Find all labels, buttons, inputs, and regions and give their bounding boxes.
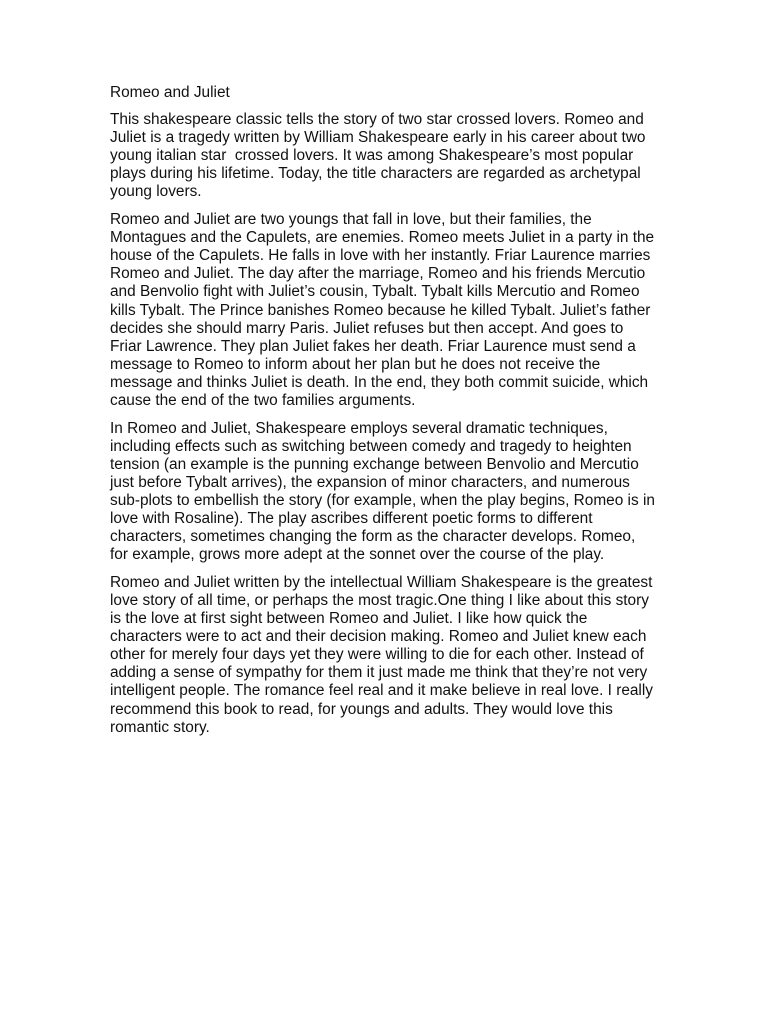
paragraph-3 [110, 420, 670, 565]
text-line: intelligent people. The romance feel real and it make believe in real love. I really [110, 682, 653, 700]
text-line: including effects such as switching between comedy and tragedy to heighten [110, 437, 632, 455]
paragraph-2 [110, 211, 670, 410]
text-line: plays during his lifetime. Today, the title characters are regarded as archetypal [110, 165, 641, 183]
text-line: decides she should marry Paris. Juliet refuses but then accept. And goes to [110, 319, 624, 337]
text-line: Romeo and Juliet written by the intellectual William Shakespeare is the greatest [110, 573, 653, 591]
text-line: Montagues and the Capulets, are enemies. Romeo meets Juliet in a party in the [110, 229, 655, 247]
text-line: characters, sometimes changing the form as the character develops. Romeo, [110, 528, 636, 546]
document-body [110, 84, 670, 746]
text-line: other for merely four days yet they were willing to die for each other. Instead of [110, 646, 644, 664]
text-line: young italian star crossed lovers. It was among Shakespeare’s most popular [110, 147, 634, 165]
text-line: Romeo and Juliet are two youngs that fall in love, but their families, the [110, 211, 592, 229]
text-line: Juliet is a tragedy written by William Shakespeare early in his career about two [110, 129, 646, 147]
text-line: Romeo and Juliet. The day after the marriage, Romeo and his friends Mercutio [110, 265, 646, 283]
text-line: Friar Lawrence. They plan Juliet fakes her death. Friar Laurence must send a [110, 337, 636, 355]
paragraphs-container [110, 111, 670, 737]
text-line: love story of all time, or perhaps the most tragic.One thing I like about this story [110, 591, 649, 609]
document-title: Romeo and Juliet [110, 84, 230, 101]
text-line: just before Tybalt arrives), the expansion of minor characters, and numerous [110, 473, 630, 491]
text-line: for example, grows more adept at the sonnet over the course of the play. [110, 546, 605, 564]
paragraph-4 [110, 574, 670, 737]
text-line: romantic story. [110, 718, 210, 736]
text-line: This shakespeare classic tells the story of two star crossed lovers. Romeo and [110, 111, 644, 129]
text-line: cause the end of the two families arguments. [110, 392, 416, 409]
text-line: house of the Capulets. He falls in love with her instantly. Friar Laurence marries [110, 247, 651, 265]
text-line: characters were to act and their decision making. Romeo and Juliet knew each [110, 628, 647, 646]
text-line: adding a sense of sympathy for them it just made me think that they’re not very [110, 664, 648, 682]
text-line: is the love at first sight between Romeo and Juliet. I like how quick the [110, 610, 588, 628]
text-line: and Benvolio fight with Juliet’s cousin, Tybalt. Tybalt kills Mercutio and Romeo [110, 283, 640, 301]
text-line: message to Romeo to inform about her plan but he does not receive the [110, 355, 601, 373]
text-line: young lovers. [110, 183, 202, 201]
text-line: sub-plots to embellish the story (for example, when the play begins, Romeo is in [110, 491, 655, 509]
text-line: In Romeo and Juliet, Shakespeare employs several dramatic techniques, [110, 419, 608, 437]
text-line: message and thinks Juliet is death. In the end, they both commit suicide, which [110, 373, 649, 391]
text-line: kills Tybalt. The Prince banishes Romeo because he killed Tybalt. Juliet’s father [110, 301, 651, 319]
text-line: recommend this book to read, for youngs and adults. They would love this [110, 700, 613, 718]
paragraph-1 [110, 111, 670, 201]
text-line: love with Rosaline). The play ascribes different poetic forms to different [110, 510, 593, 528]
text-line: tension (an example is the punning exchange between Benvolio and Mercutio [110, 455, 639, 473]
